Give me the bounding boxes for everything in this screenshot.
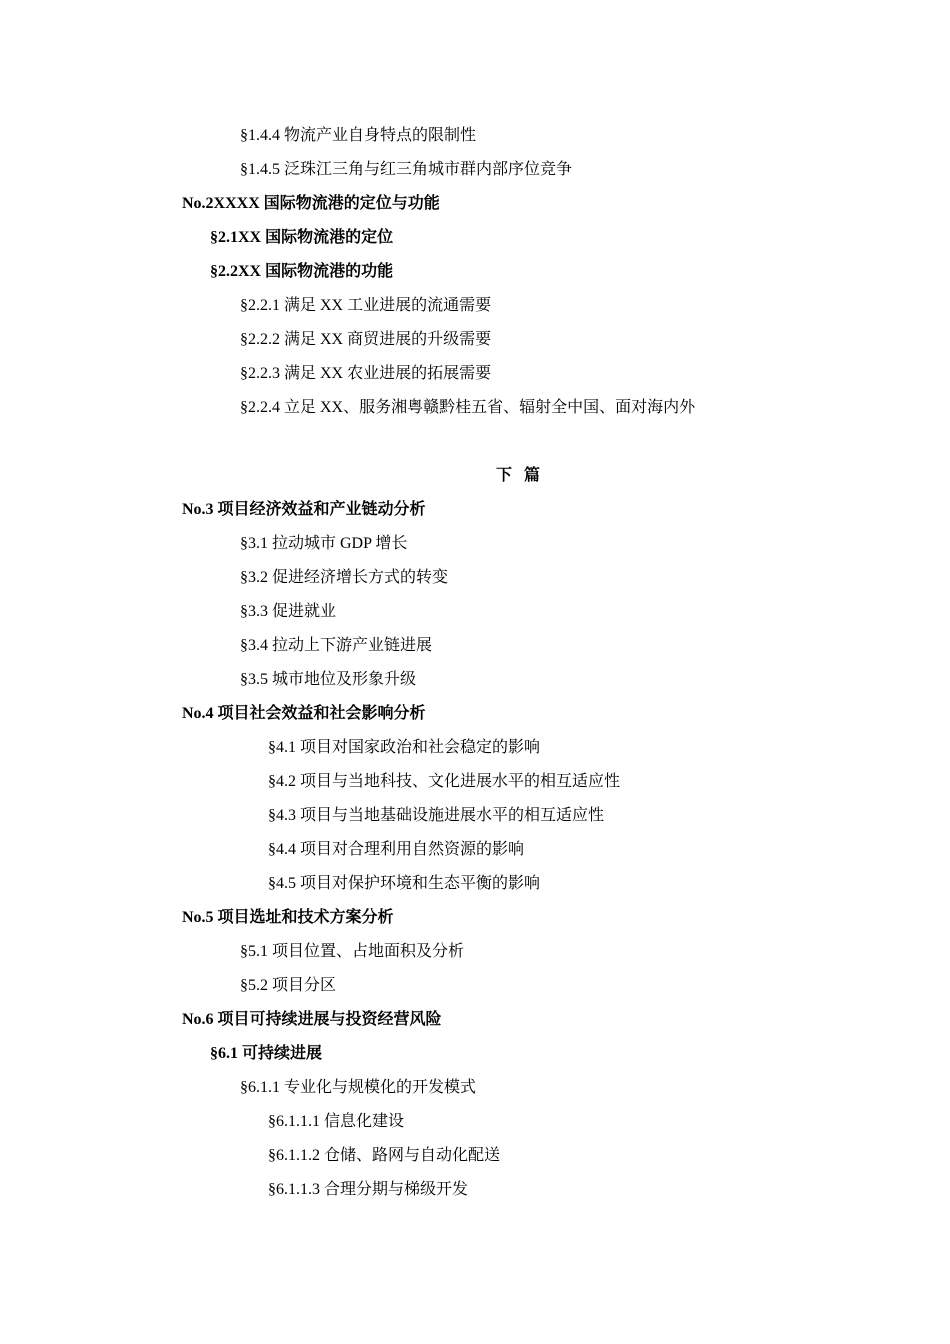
toc-entry-6-1-1: §6.1.1 专业化与规模化的开发模式 bbox=[240, 1079, 477, 1096]
toc-section-2-1: §2.1XX 国际物流港的定位 bbox=[210, 229, 394, 246]
toc-chapter-6: No.6 项目可持续进展与投资经营风险 bbox=[182, 1011, 442, 1028]
toc-entry-2-2-3: §2.2.3 满足 XX 农业进展的拓展需要 bbox=[240, 365, 492, 382]
toc-entry-2-2-4: §2.2.4 立足 XX、服务湘粤赣黔桂五省、辐射全中国、面对海内外 bbox=[240, 399, 696, 416]
toc-entry-3-2: §3.2 促进经济增长方式的转变 bbox=[240, 569, 449, 586]
table-of-contents bbox=[0, 124, 950, 1212]
toc-entry-6-1-1-3: §6.1.1.3 合理分期与梯级开发 bbox=[268, 1181, 469, 1198]
part-heading: 下 篇 bbox=[495, 467, 544, 484]
toc-entry-5-1: §5.1 项目位置、占地面积及分析 bbox=[240, 943, 465, 960]
toc-entry-4-4: §4.4 项目对合理利用自然资源的影响 bbox=[268, 841, 525, 858]
toc-chapter-4: No.4 项目社会效益和社会影响分析 bbox=[182, 705, 426, 722]
toc-entry-6-1-1-2: §6.1.1.2 仓储、路网与自动化配送 bbox=[268, 1147, 501, 1164]
toc-section-2-2: §2.2XX 国际物流港的功能 bbox=[210, 263, 394, 280]
toc-entry-3-4: §3.4 拉动上下游产业链进展 bbox=[240, 637, 433, 654]
toc-chapter-5: No.5 项目选址和技术方案分析 bbox=[182, 909, 394, 926]
toc-section-6-1: §6.1 可持续进展 bbox=[210, 1045, 323, 1062]
toc-entry-3-1: §3.1 拉动城市 GDP 增长 bbox=[240, 535, 408, 552]
toc-entry-2-2-1: §2.2.1 满足 XX 工业进展的流通需要 bbox=[240, 297, 492, 314]
toc-entry-4-1: §4.1 项目对国家政治和社会稳定的影响 bbox=[268, 739, 541, 756]
blank-line bbox=[0, 430, 950, 464]
toc-entry-6-1-1-1: §6.1.1.1 信息化建设 bbox=[268, 1113, 405, 1130]
toc-entry-4-2: §4.2 项目与当地科技、文化进展水平的相互适应性 bbox=[268, 773, 621, 790]
toc-entry-4-5: §4.5 项目对保护环境和生态平衡的影响 bbox=[268, 875, 541, 892]
toc-entry-1-4-4: §1.4.4 物流产业自身特点的限制性 bbox=[240, 127, 477, 144]
toc-entry-3-5: §3.5 城市地位及形象升级 bbox=[240, 671, 417, 688]
toc-entry-2-2-2: §2.2.2 满足 XX 商贸进展的升级需要 bbox=[240, 331, 492, 348]
toc-chapter-2: No.2XXXX 国际物流港的定位与功能 bbox=[182, 195, 440, 212]
toc-entry-1-4-5: §1.4.5 泛珠江三角与红三角城市群内部序位竞争 bbox=[240, 161, 573, 178]
toc-entry-3-3: §3.3 促进就业 bbox=[240, 603, 337, 620]
toc-entry-4-3: §4.3 项目与当地基础设施进展水平的相互适应性 bbox=[268, 807, 605, 824]
toc-chapter-3: No.3 项目经济效益和产业链动分析 bbox=[182, 501, 426, 518]
toc-entry-5-2: §5.2 项目分区 bbox=[240, 977, 337, 994]
